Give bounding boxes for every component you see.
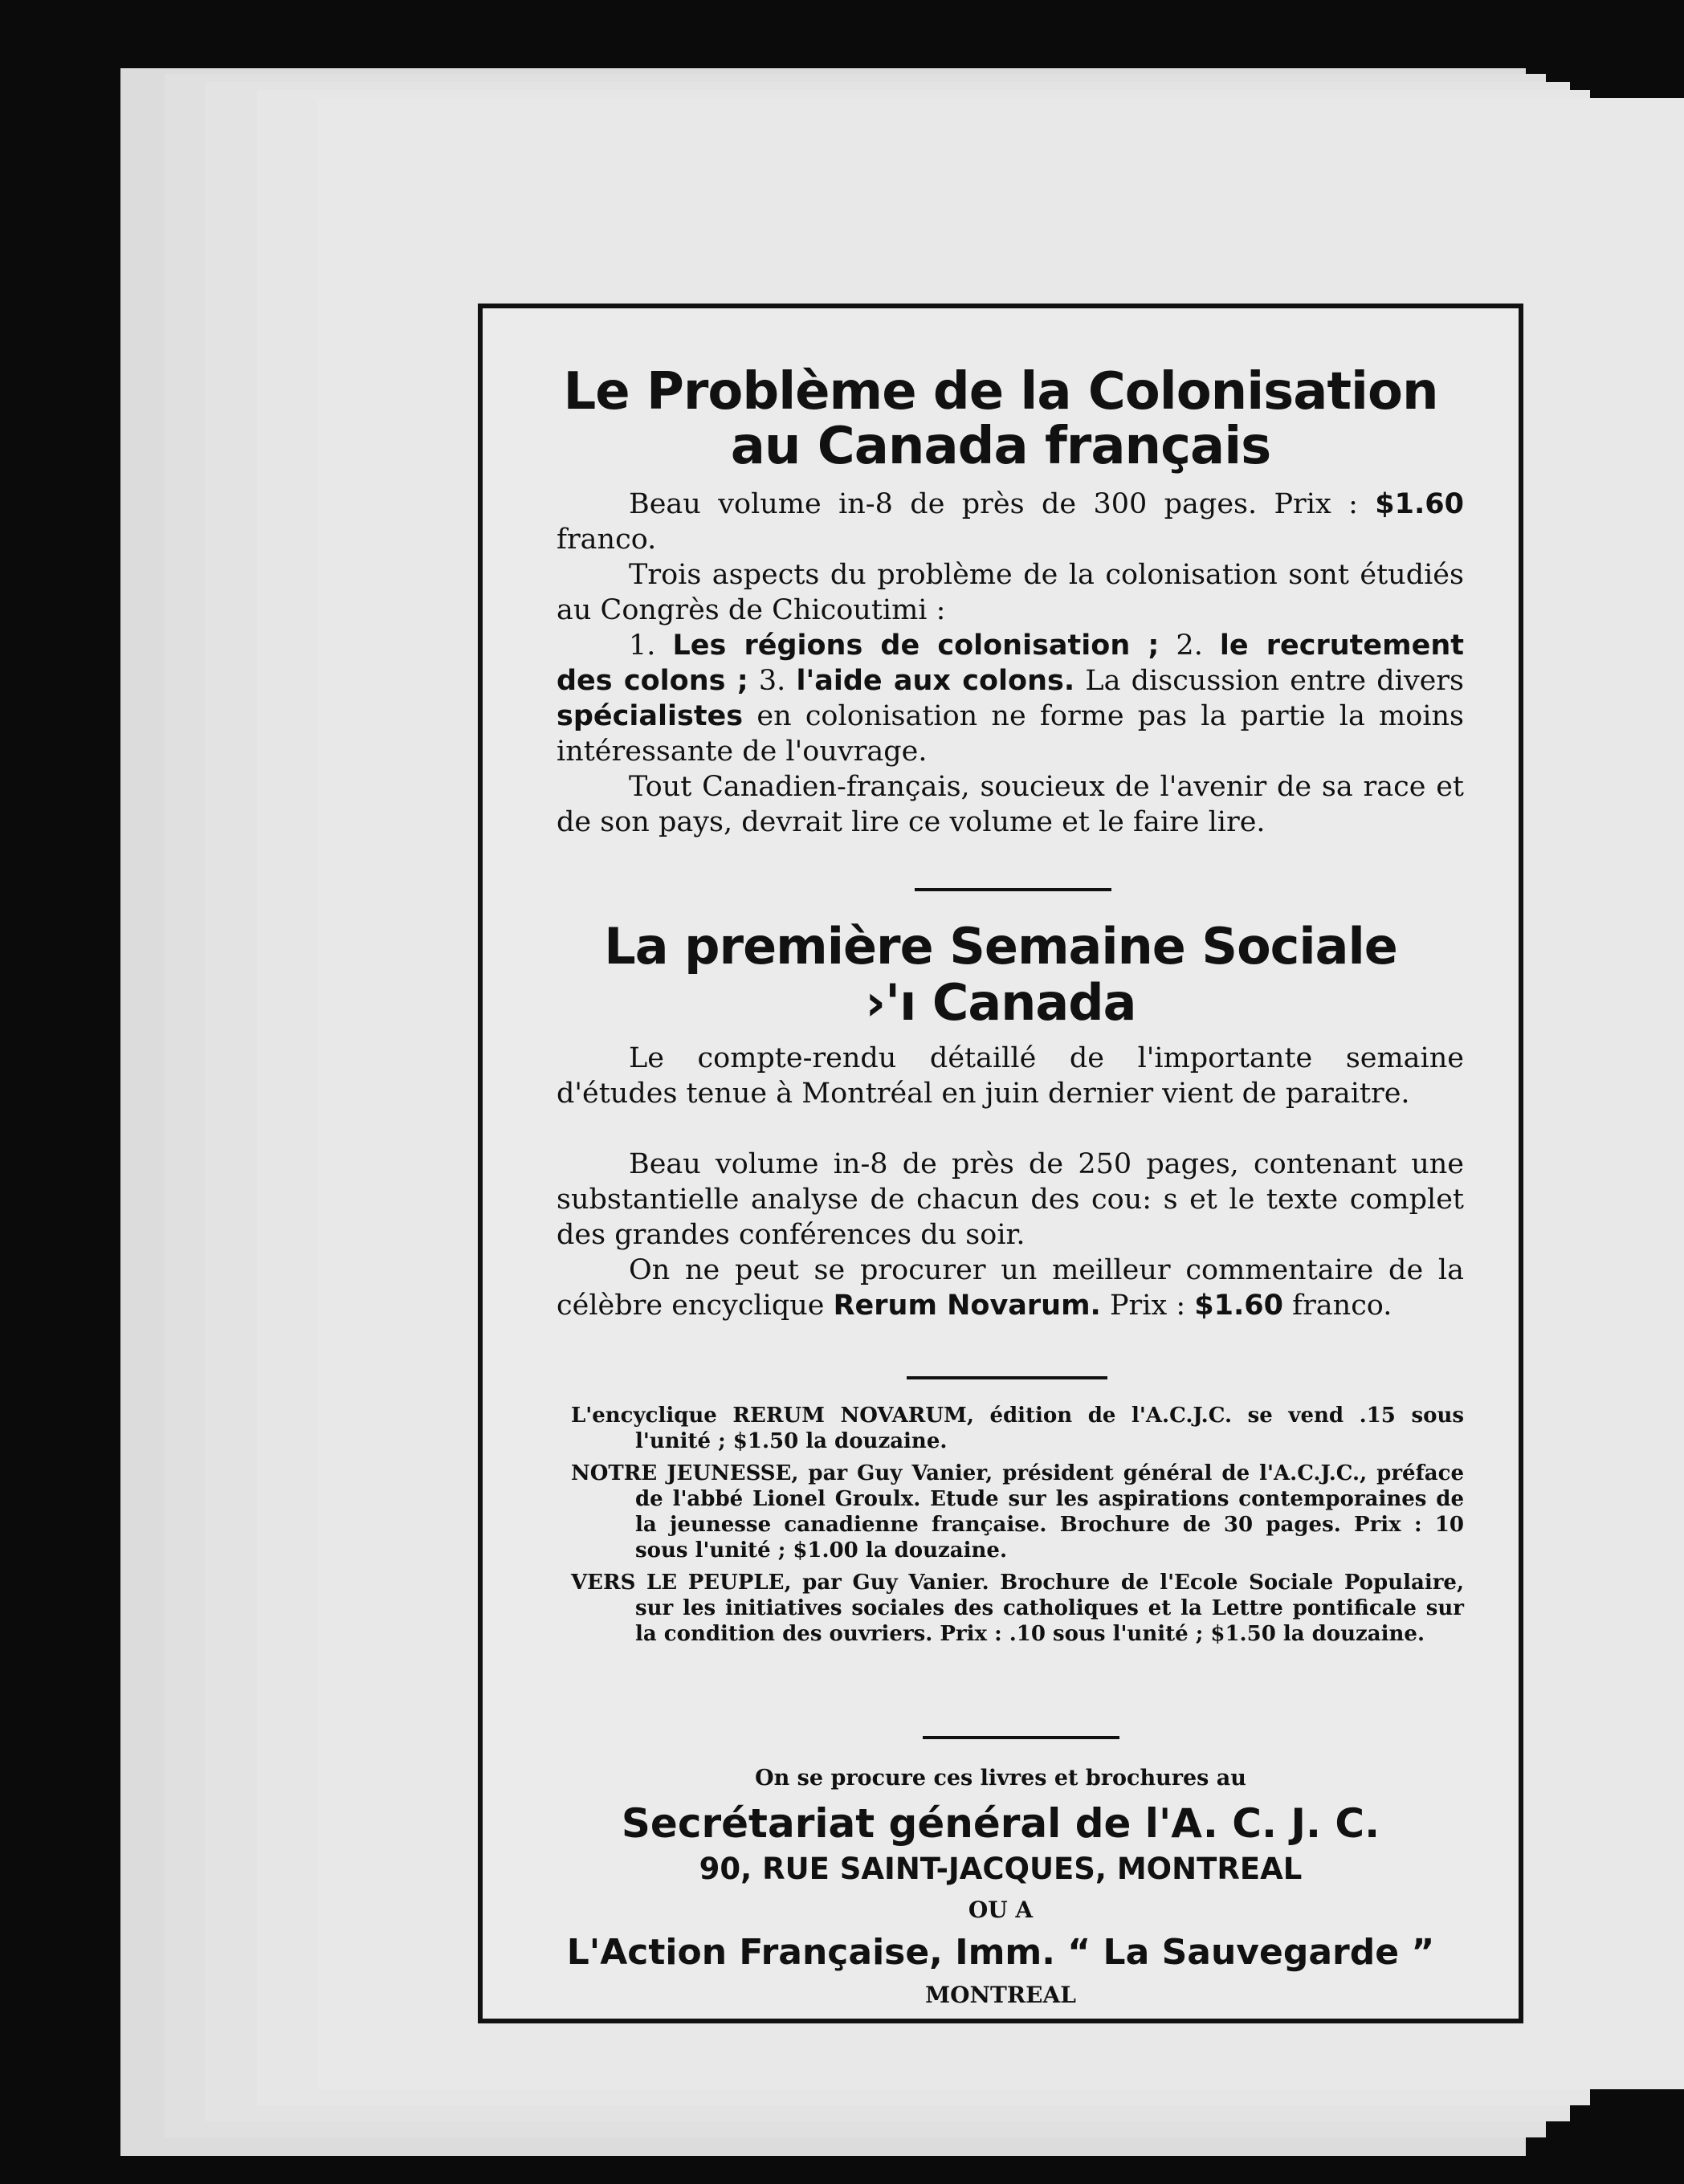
list-item: L'encyclique RERUM NOVARUM, édition de l'A.C.J.C. se vend .15 sous l'unité ; $1.50 la douzaine. (571, 1404, 1464, 1453)
price: $1.60 (1375, 488, 1464, 520)
title-line: ›'ı Canada (865, 973, 1136, 1032)
footer-publisher-alt: L'Action Française, Imm. “ La Sauvegarde ” (566, 1932, 1435, 1973)
divider (915, 888, 1111, 891)
price: $1.60 (1194, 1290, 1283, 1322)
title-line: Le Problème de la Colonisation (563, 362, 1438, 422)
footer-or: OU A (968, 1897, 1034, 1923)
paragraph: Le compte-rendu détaillé de l'importante semaine d'études tenue à Montréal en juin dernier vient de paraitre. (557, 1042, 1464, 1110)
title-semaine-sociale (483, 919, 1519, 1031)
footer-publisher: Secrétariat général de l'A. C. J. C. (621, 1800, 1380, 1847)
paragraph: Beau volume in-8 de près de 250 pages, contenant une substantielle analyse de chacun des cou: s et le texte complet des grandes conférences du soir. (557, 1148, 1464, 1251)
title-line: au Canada français (730, 417, 1271, 476)
brochure-list (571, 1403, 1464, 1653)
paragraph: Trois aspects du problème de la colonisation sont étudiés au Congrès de Chicoutimi : (557, 559, 1464, 626)
paragraph: 1. Les régions de colonisation ; 2. le recrutement des colons ; 3. l'aide aux colons. La discussion entre divers spécialistes en colonisation ne forme pas la partie la moins intéressante de l'ouvrage. (557, 630, 1465, 768)
advertisement-box (478, 304, 1523, 2023)
divider (907, 1376, 1107, 1379)
list-item: VERS LE PEUPLE, par Guy Vanier. Brochure de l'Ecole Sociale Populaire, sur les initiatives sociales des catholiques et la Lettre pontificale sur la condition des ouvriers. Prix : .10 sous l'unité ; $1.50 la douzaine. (571, 1571, 1464, 1646)
paragraph: Tout Canadien-français, soucieux de l'avenir de sa race et de son pays, devrait lire ce volume et le faire lire. (557, 771, 1464, 838)
title-colonisation (483, 362, 1519, 476)
list-item: NOTRE JEUNESSE, par Guy Vanier, président général de l'A.C.J.C., préface de l'abbé Lionel Groulx. Etude sur les aspirations contemporaines de la jeunesse canadienne française. Brochure de 30 pages. Prix : 10 sous l'unité ; $1.00 la douzaine. (571, 1461, 1464, 1563)
footer-city: MONTREAL (925, 1982, 1076, 2008)
title-line: La première Semaine Sociale (604, 917, 1397, 976)
divider (923, 1736, 1119, 1739)
footer-intro: On se procure ces livres et brochures au (755, 1766, 1246, 1791)
paragraph: On ne peut se procurer un meilleur commentaire de la célèbre encyclique Rerum Novarum. Prix : $1.60 franco. (557, 1254, 1464, 1322)
footer-address: 90, RUE SAINT-JACQUES, MONTREAL (699, 1852, 1303, 1886)
paragraph: Beau volume in-8 de près de 300 pages. Prix : $1.60 franco. (557, 488, 1464, 556)
